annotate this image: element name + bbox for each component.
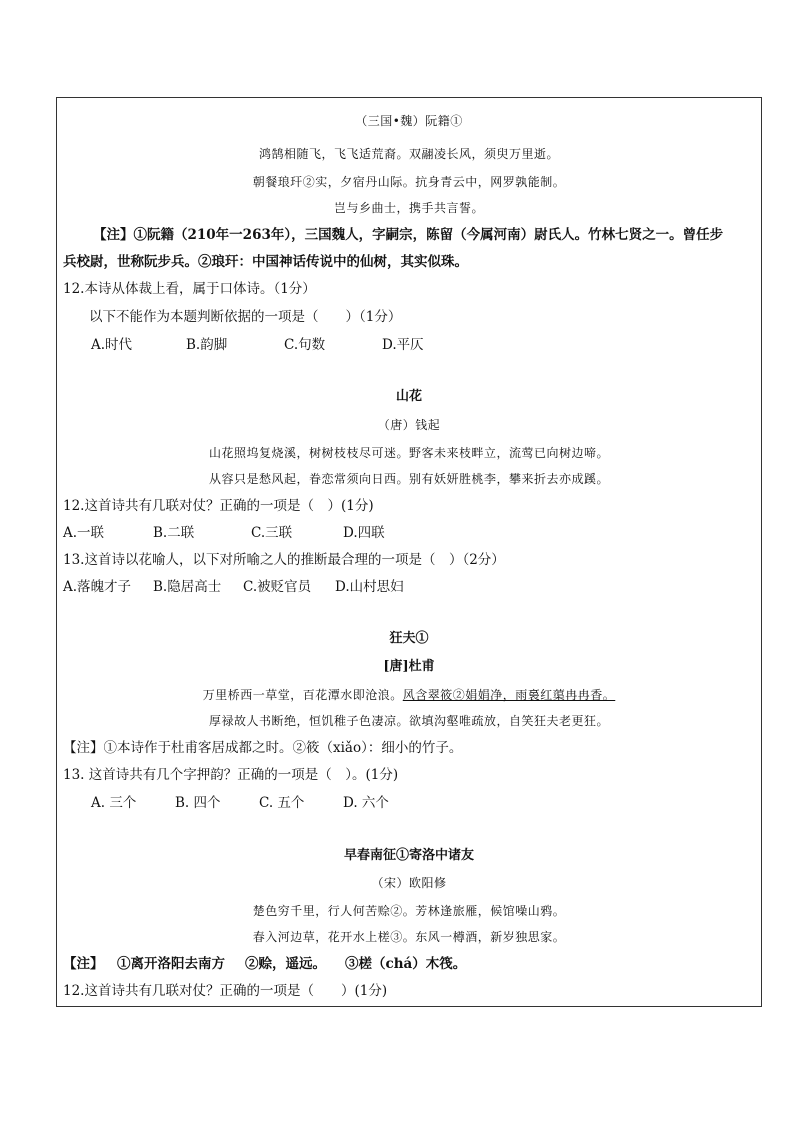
- poem2-question-12: 12.这首诗共有几联对仗？正确的一项是（ ）(1分): [63, 498, 374, 514]
- worksheet-frame: [56, 97, 762, 1007]
- option-d[interactable]: D. 六个: [343, 795, 389, 811]
- option-b[interactable]: B.二联: [153, 525, 195, 541]
- poem2-line-2: 从容只是愁风起，眷恋常须向日西。别有妖妍胜桃李，攀来折去亦成蹊。: [208, 472, 609, 486]
- option-b[interactable]: B. 四个: [175, 795, 221, 811]
- poem3-question-13: 13. 这首诗共有几个字押韵？正确的一项是（ ）。(1分): [63, 767, 399, 783]
- poem3-options: [91, 794, 761, 812]
- poem3-note: 【注】①本诗作于杜甫客居成都之时。②筱（xiǎo）：细小的竹子。: [63, 740, 463, 756]
- poem2-q12-options: [63, 524, 761, 542]
- poem2-author: （唐）钱起: [377, 418, 441, 432]
- option-a[interactable]: A.落魄才子: [63, 579, 132, 595]
- poem4-question-12: 12.这首诗共有几联对仗？正确的一项是（ ）(1分): [63, 983, 388, 999]
- poem1-note-line-1: 【注】①阮籍（210年一263年），三国魏人，字嗣宗，陈留（今属河南）尉氏人。竹林七贤之一。曾任步: [93, 227, 724, 243]
- option-c[interactable]: C.被贬官员: [243, 579, 312, 595]
- option-a[interactable]: A.一联: [63, 525, 105, 541]
- poem3-line-1: [57, 686, 761, 704]
- option-b[interactable]: B.韵脚: [186, 337, 228, 353]
- poem1-note-line-2: 兵校尉，世称阮步兵。②琅玕：中国神话传说中的仙树，其实似珠。: [63, 254, 468, 270]
- poem1-line-2: 朝餐琅玕②实，夕宿丹山际。抗身青云中，网罗孰能制。: [252, 175, 566, 189]
- poem4-note-2: ②赊，遥远。: [245, 956, 326, 972]
- poem2-title: 山花: [395, 389, 422, 404]
- poem1-options: [91, 336, 761, 354]
- option-d[interactable]: D.四联: [343, 525, 385, 541]
- option-c[interactable]: C.句数: [284, 337, 326, 353]
- poem4-note: [63, 955, 761, 973]
- poem2-question-13: 13.这首诗以花喻人，以下对所喻之人的推断最合理的一项是（ ）（2分）: [63, 552, 505, 568]
- poem3-line-2: 厚禄故人书断绝，恒饥稚子色凄凉。欲填沟壑唯疏放，自笑狂夫老更狂。: [208, 714, 609, 728]
- poem4-author: （宋）欧阳修: [371, 876, 447, 890]
- poem1-line-1: 鸿鹄相随飞，飞飞适荒裔。双翮凌长风，须臾万里逝。: [258, 147, 559, 161]
- poem1-author: （三国•魏）阮籍①: [355, 114, 463, 128]
- poem1-question-12: 12.本诗从体裁上看，属于口体诗。（1分）: [63, 281, 316, 297]
- option-a[interactable]: A.时代: [91, 337, 133, 353]
- poem3-title: 狂夫①: [389, 631, 429, 646]
- poem3-line-1-a: 万里桥西一草堂，百花潭水即沧浪。: [202, 688, 403, 702]
- option-a[interactable]: A. 三个: [91, 795, 137, 811]
- poem4-title: 早春南征①寄洛中诸友: [343, 848, 474, 863]
- poem1-question-12-sub: 以下不能作为本题判断依据的一项是（ ）（1分）: [89, 309, 402, 325]
- poem4-line-1: 楚色穷千里，行人何苦赊②。芳林逢旅雁，候馆噪山鸦。: [252, 904, 566, 918]
- option-d[interactable]: D.山村思妇: [335, 579, 404, 595]
- poem3-line-1-b-underlined: 风含翠筱②娟娟净，雨裛红蕖冉冉香。: [402, 688, 616, 702]
- poem4-note-label: 【注】: [63, 956, 104, 972]
- poem2-q13-options: [63, 578, 761, 596]
- option-c[interactable]: C.三联: [251, 525, 293, 541]
- option-c[interactable]: C. 五个: [259, 795, 305, 811]
- poem1-line-3: 岂与乡曲士，携手共言誓。: [333, 201, 484, 215]
- option-d[interactable]: D.平仄: [382, 337, 424, 353]
- poem4-note-1: ①离开洛阳去南方: [117, 956, 225, 972]
- poem4-note-3: ③槎（chá）木筏。: [345, 956, 467, 972]
- poem2-line-1: 山花照坞复烧溪，树树枝枝尽可迷。野客未来枝畔立，流莺已向树边啼。: [208, 446, 609, 460]
- poem3-author: [唐]杜甫: [383, 659, 435, 674]
- poem4-line-2: 春入河边草，花开水上槎③。东风一樽酒，新岁独思家。: [252, 930, 566, 944]
- option-b[interactable]: B.隐居高士: [153, 579, 222, 595]
